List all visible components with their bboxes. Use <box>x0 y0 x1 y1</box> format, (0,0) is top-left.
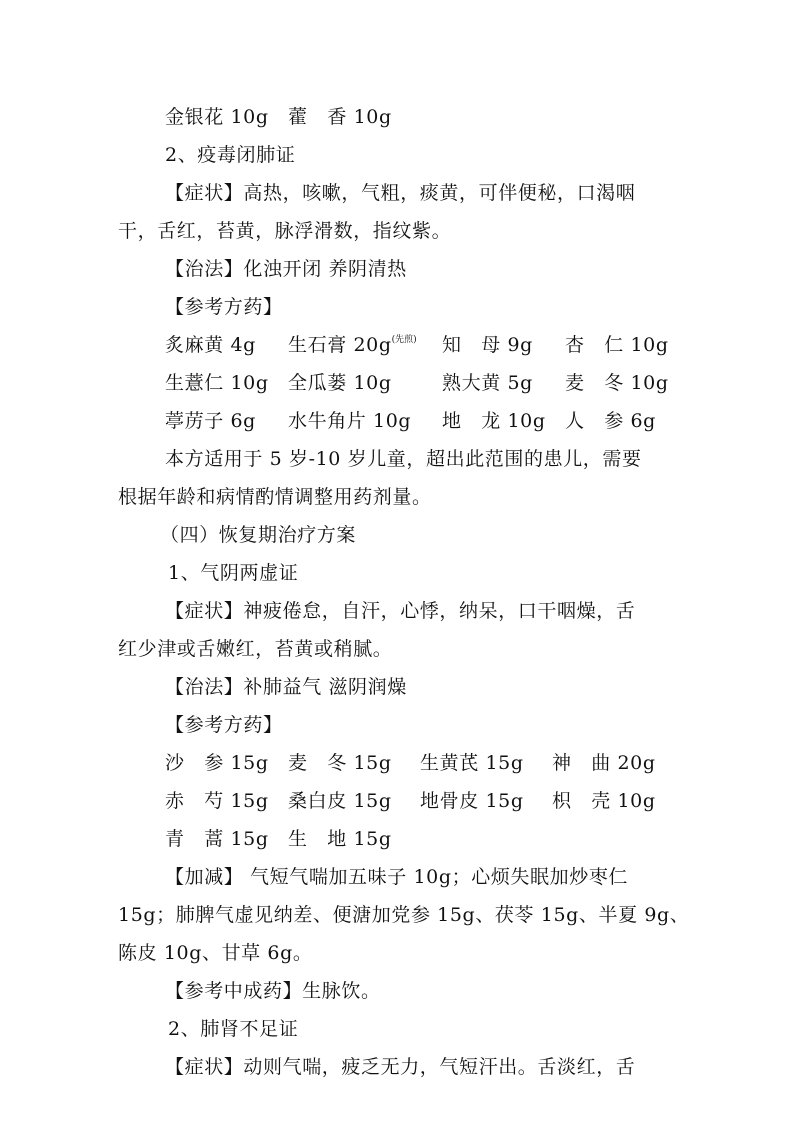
symptom-line: 【症状】动则气喘，疲乏无力，气短汗出。舌淡红，舌 <box>165 1056 636 1078</box>
herb-item: 人 参 6g <box>565 410 656 432</box>
herb-item: 生薏仁 10g <box>165 372 269 394</box>
herb-row <box>0 749 793 777</box>
treatment-line: 【治法】化浊开闭 养阴清热 <box>165 258 407 280</box>
subsection-heading-feishen: 2、肺肾不足证 <box>168 1018 299 1040</box>
herb-item: 炙麻黄 4g <box>165 334 256 356</box>
symptom-line-cont: 干，舌红，苔黄，脉浮滑数，指纹紫。 <box>118 220 452 242</box>
dosage-note: 本方适用于 5 岁-10 岁儿童，超出此范围的患儿，需要 <box>165 448 642 470</box>
herb-item: 赤 芍 15g <box>165 790 269 812</box>
herb-item: 水牛角片 10g <box>288 410 412 432</box>
herb-item: 桑白皮 15g <box>288 790 392 812</box>
herb-row <box>0 787 793 815</box>
herb-note: (先煎) <box>391 335 417 345</box>
subsection-heading-qiyin: 1、气阴两虚证 <box>168 562 299 584</box>
symptom-line-cont: 红少津或舌嫩红，苔黄或稍腻。 <box>118 638 393 660</box>
section-heading-yidu: 2、疫毒闭肺证 <box>165 144 296 166</box>
modification-line-end: 陈皮 10g、甘草 6g。 <box>118 942 313 964</box>
herb-item: 地 龙 10g <box>442 410 546 432</box>
herb-name: 生石膏 20g <box>288 334 392 356</box>
herb-item: 地骨皮 15g <box>420 790 524 812</box>
herb-row <box>0 407 793 435</box>
dosage-note-cont: 根据年龄和病情酌情调整用药剂量。 <box>118 486 432 508</box>
herb-item: 沙 参 15g <box>165 752 269 774</box>
herb-item: 神 曲 20g <box>552 752 656 774</box>
prescription-heading: 【参考方药】 <box>165 714 283 736</box>
herb-item: 生黄芪 15g <box>420 752 524 774</box>
herb-item: 枳 壳 10g <box>552 790 656 812</box>
herb-row <box>0 331 793 359</box>
herb-item: 青 蒿 15g <box>165 828 269 850</box>
herb-item: 杏 仁 10g <box>565 334 669 356</box>
herb-item: 知 母 9g <box>442 334 533 356</box>
herb-row <box>0 825 793 853</box>
modification-line: 【加减】 气短气喘加五味子 10g；心烦失眠加炒枣仁 <box>165 866 629 888</box>
herb-item <box>288 331 417 363</box>
symptom-line: 【症状】神疲倦怠，自汗，心悸，纳呆，口干咽燥，舌 <box>165 600 636 622</box>
herb-row <box>0 369 793 397</box>
patent-medicine-line: 【参考中成药】生脉饮。 <box>165 980 381 1002</box>
prescription-heading: 【参考方药】 <box>165 296 283 318</box>
herb-line-jinyinhua: 金银花 10g 藿 香 10g <box>165 106 392 128</box>
herb-item: 麦 冬 10g <box>565 372 669 394</box>
herb-item: 麦 冬 15g <box>288 752 392 774</box>
treatment-line: 【治法】补肺益气 滋阴润燥 <box>165 676 407 698</box>
section-heading-recovery: （四）恢复期治疗方案 <box>160 524 357 546</box>
symptom-line: 【症状】高热，咳嗽，气粗，痰黄，可伴便秘，口渴咽 <box>165 182 636 204</box>
herb-item: 全瓜蒌 10g <box>288 372 392 394</box>
herb-item: 葶苈子 6g <box>165 410 256 432</box>
modification-line-cont: 15g；肺脾气虚见纳差、便溏加党参 15g、茯苓 15g、半夏 9g、 <box>118 904 690 926</box>
herb-item: 熟大黄 5g <box>442 372 533 394</box>
herb-item: 生 地 15g <box>288 828 392 850</box>
